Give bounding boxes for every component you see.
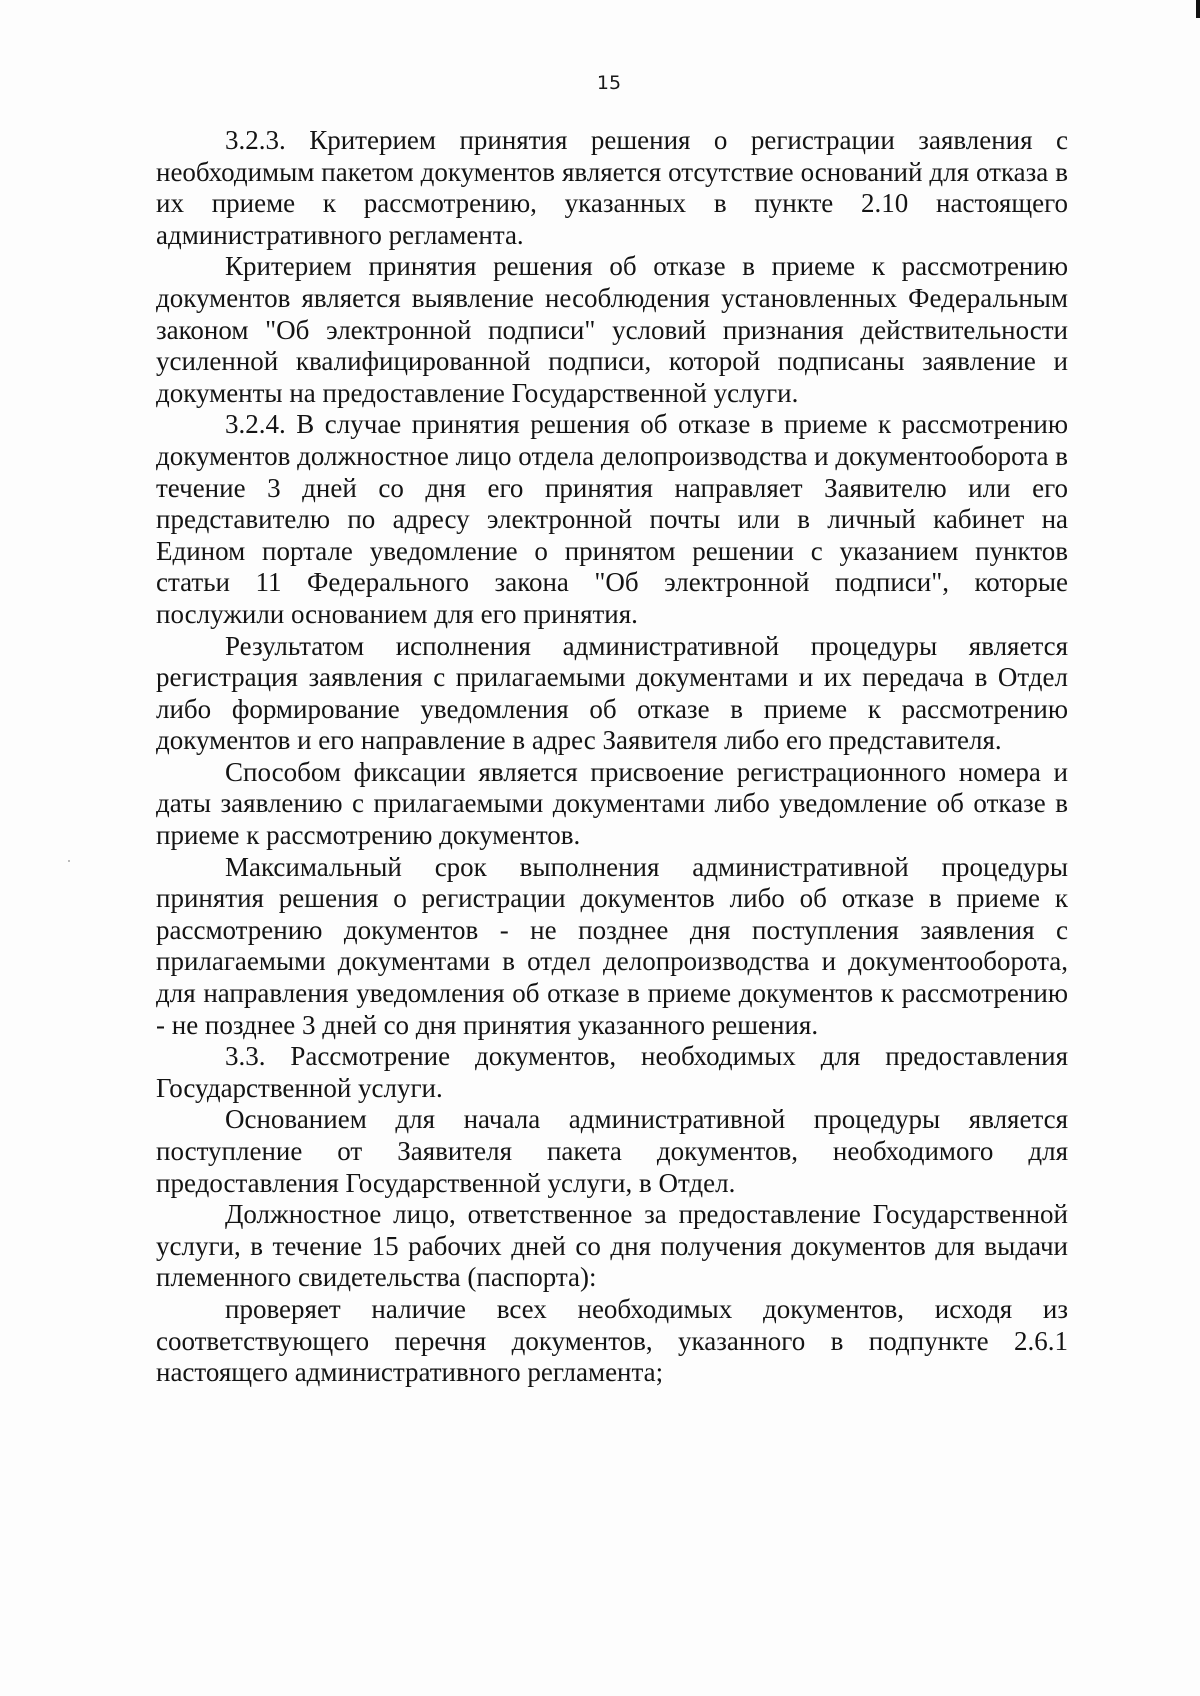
paragraph-official: Должностное лицо, ответственное за предоставление Государственной услуги, в течение 15 рабочих дней со дня получения документов для выдачи племенного свидетельства (паспорта): [156,1199,1068,1293]
paragraph-result: Результатом исполнения административной процедуры является регистрация заявления с прилагаемыми документами и их передача в Отдел либо формирование уведомления об отказе в приеме к рассмотрению документов и его направление в адрес Заявителя либо его представителя. [156,630,1068,756]
paragraph-max-term: Максимальный срок выполнения административной процедуры принятия решения о регистрации документов либо об отказе в приеме к рассмотрению документов - не позднее дня поступления заявления с прилагаемыми документами в отдел делопроизводства и документооборота, для направления уведомления об отказе в приеме документов к рассмотрению - не позднее 3 дней со дня принятия указанного решения. [156,851,1068,1040]
paragraph-3-3: 3.3. Рассмотрение документов, необходимых для предоставления Государственной услуги. [156,1041,1068,1103]
paragraph-refusal-criterion: Критерием принятия решения об отказе в приеме к рассмотрению документов является выявление несоблюдения установленных Федеральным законом "Об электронной подписи" условий признания действительности усиленной квалифицированной подписи, которой подписаны заявление и документы на предоставление Государственной услуги. [156,251,1068,408]
paragraph-checks: проверяет наличие всех необходимых документов, исходя из соответствующего перечня документов, указанного в подпункте 2.6.1 настоящего административного регламента; [156,1293,1068,1388]
scan-edge-mark [1196,0,1200,18]
scan-speck [68,860,70,862]
paragraph-3-2-3: 3.2.3. Критерием принятия решения о регистрации заявления с необходимым пакетом документов является отсутствие оснований для отказа в их приеме к рассмотрению, указанных в пункте 2.10 настоящего административного регламента. [156,125,1068,250]
page-number: 15 [596,72,622,94]
paragraph-basis: Основанием для начала административной процедуры является поступление от Заявителя пакета документов, необходимого для предоставления Государственной услуги, в Отдел. [156,1104,1068,1198]
paragraph-3-2-4: 3.2.4. В случае принятия решения об отказе в приеме к рассмотрению документов должностное лицо отдела делопроизводства и документооборота в течение 3 дней со дня его принятия направляет Заявителю или его представителю по адресу электронной почты или в личный кабинет на Едином портале уведомление о принятом решении с указанием пунктов статьи 11 Федерального закона "Об электронной подписи", которые послужили основанием для его принятия. [156,409,1068,629]
document-body [156,125,1068,1389]
paragraph-fixation: Способом фиксации является присвоение регистрационного номера и даты заявлению с прилагаемыми документами либо уведомление об отказе в приеме к рассмотрению документов. [156,756,1068,851]
